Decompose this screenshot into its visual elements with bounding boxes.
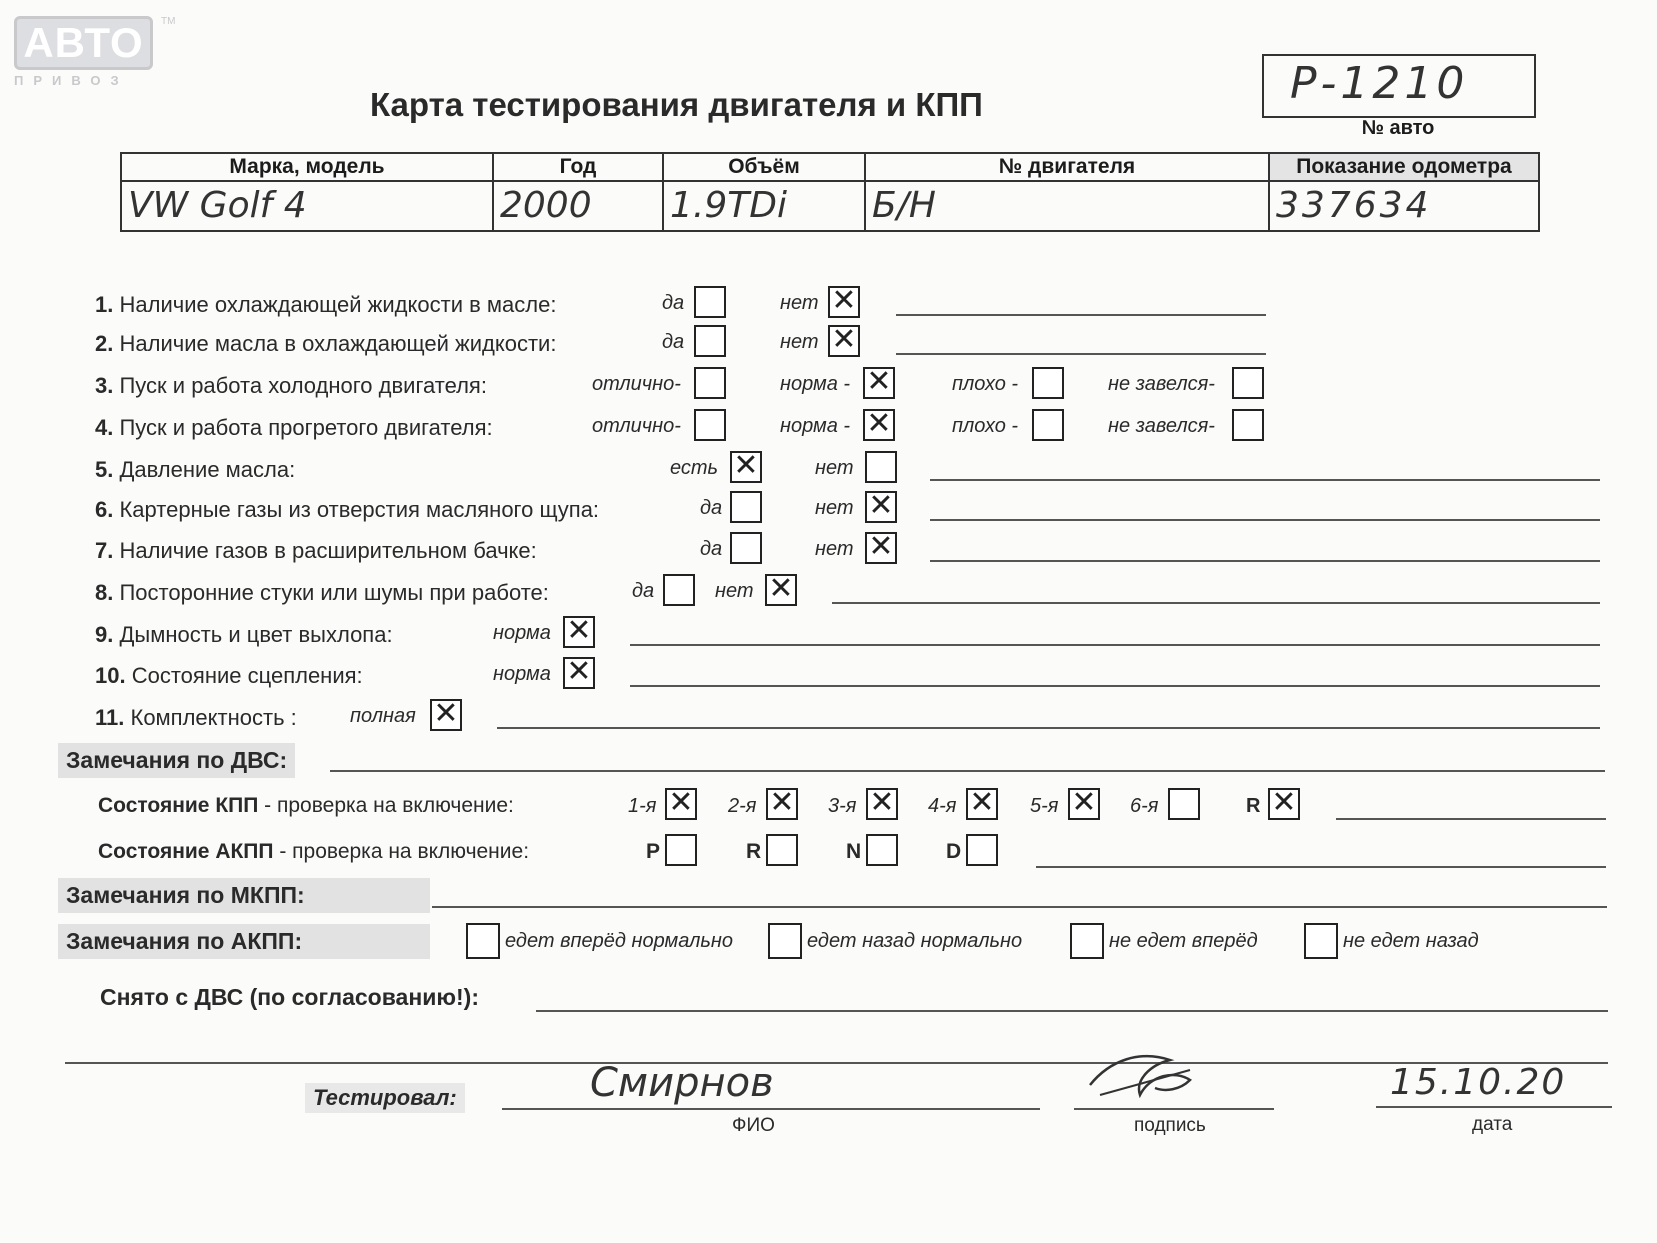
answer-line: [630, 685, 1600, 687]
question-text: Пуск и работа холодного двигателя:: [119, 373, 487, 398]
answer-line: [896, 314, 1266, 316]
auto-number-label: № авто: [1361, 117, 1435, 139]
akpp-label: [98, 840, 529, 864]
checkbox-gear-3[interactable]: ✕: [866, 788, 898, 820]
date-line[interactable]: [1376, 1106, 1612, 1108]
logo-trademark: TM: [161, 16, 176, 27]
checkbox-q8-no[interactable]: ✕: [765, 574, 797, 606]
akpp-option-label: не едет назад: [1343, 930, 1479, 952]
checkbox-gear-2[interactable]: ✕: [766, 788, 798, 820]
checkbox-q4-excellent[interactable]: [694, 409, 726, 441]
option-label: нет: [780, 292, 819, 314]
question-number: 11.: [95, 705, 125, 730]
question-7: [95, 538, 537, 564]
checkbox-q4-normal[interactable]: ✕: [863, 409, 895, 441]
divider-line: [65, 1062, 1608, 1064]
answer-line: [930, 479, 1600, 481]
remarks-mkpp-line[interactable]: [432, 906, 1607, 908]
value-year: 2000: [493, 181, 663, 231]
value-make-model: VW Golf 4: [121, 181, 493, 231]
akpp-option-label: не едет вперёд: [1109, 930, 1258, 952]
vehicle-info-table: [120, 152, 1540, 232]
signature: [1080, 1040, 1210, 1110]
question-number: 3.: [95, 373, 114, 398]
checkbox-gear-r[interactable]: ✕: [1268, 788, 1300, 820]
question-text: Наличие газов в расширительном бачке:: [119, 538, 537, 563]
option-label: не завелся-: [1108, 415, 1215, 437]
checkbox-q4-not-started[interactable]: [1232, 409, 1264, 441]
akpp-label-rest: - проверка на включение:: [273, 840, 530, 863]
akpp-mode-label: P: [646, 840, 661, 863]
question-number: 8.: [95, 580, 114, 605]
checkbox-q11-complete[interactable]: ✕: [430, 699, 462, 731]
checkbox-q3-normal[interactable]: ✕: [863, 367, 895, 399]
checkbox-q1-no[interactable]: ✕: [828, 286, 860, 318]
akpp-option-label: едет назад нормально: [807, 930, 1023, 952]
option-label: есть: [670, 457, 719, 479]
option-label: нет: [780, 331, 819, 353]
remarks-mkpp-label: Замечания по МКПП:: [58, 878, 430, 913]
checkbox-q5-yes[interactable]: ✕: [730, 451, 762, 483]
checkbox-no-forward[interactable]: [1070, 923, 1104, 959]
question-number: 2.: [95, 331, 114, 356]
option-label: нет: [815, 538, 854, 560]
page-title: Карта тестирования двигателя и КПП: [370, 86, 983, 123]
answer-line: [497, 727, 1600, 729]
akpp-line: [1036, 866, 1606, 868]
checkbox-q6-yes[interactable]: [730, 491, 762, 523]
option-label: да: [700, 497, 723, 519]
date-value: 15.10.20: [1390, 1062, 1567, 1103]
removed-line[interactable]: [536, 1010, 1608, 1012]
question-number: 9.: [95, 622, 114, 647]
checkbox-q3-not-started[interactable]: [1232, 367, 1264, 399]
answer-line: [930, 519, 1600, 521]
remarks-engine-label: Замечания по ДВС:: [58, 743, 295, 778]
col-odometer: Показание одометра: [1269, 153, 1539, 181]
option-label: полная: [350, 705, 416, 727]
question-number: 7.: [95, 538, 114, 563]
gear-label: 6-я: [1130, 795, 1159, 817]
option-label: отлично-: [592, 373, 681, 395]
option-label: нет: [815, 497, 854, 519]
gear-label: R: [1246, 795, 1261, 817]
question-text: Посторонние стуки или шумы при работе:: [119, 580, 549, 605]
logo-text: АВТО: [14, 16, 153, 70]
akpp-option-label: едет вперёд нормально: [505, 930, 734, 952]
checkbox-q1-yes[interactable]: [694, 286, 726, 318]
option-label: плохо -: [952, 415, 1019, 437]
kpp-label-bold: Состояние КПП: [98, 794, 259, 817]
gear-label: 1-я: [628, 795, 657, 817]
option-label: да: [632, 580, 655, 602]
gear-label: 5-я: [1030, 795, 1059, 817]
akpp-label-bold: Состояние АКПП: [98, 840, 274, 863]
col-make-model: Марка, модель: [121, 153, 493, 181]
checkbox-no-reverse[interactable]: [1304, 923, 1338, 959]
answer-line: [930, 560, 1600, 562]
question-number: 5.: [95, 457, 114, 482]
answer-line: [896, 353, 1266, 355]
checkbox-q3-excellent[interactable]: [694, 367, 726, 399]
option-label: норма -: [780, 415, 851, 437]
checkbox-q8-yes[interactable]: [663, 574, 695, 606]
value-volume: 1.9TDi: [663, 181, 865, 231]
option-label: да: [700, 538, 723, 560]
value-engine-number: Б/Н: [865, 181, 1269, 231]
question-1: [95, 292, 556, 318]
option-label: нет: [815, 457, 854, 479]
answer-line: [832, 602, 1600, 604]
logo-subtext: ПРИВОЗ: [14, 73, 129, 88]
remarks-engine-line[interactable]: [330, 770, 1605, 772]
checkbox-q7-yes[interactable]: [730, 532, 762, 564]
gear-label: 4-я: [928, 795, 957, 817]
gear-label: 2-я: [728, 795, 757, 817]
option-label: нет: [715, 580, 754, 602]
checkbox-q3-bad[interactable]: [1032, 367, 1064, 399]
signature-line[interactable]: [1074, 1108, 1274, 1110]
checkbox-akpp-n[interactable]: [866, 834, 898, 866]
option-label: норма: [493, 663, 551, 685]
option-label: плохо -: [952, 373, 1019, 395]
checkbox-gear-4[interactable]: ✕: [966, 788, 998, 820]
question-number: 6.: [95, 497, 114, 522]
tested-label: Тестировал:: [305, 1083, 465, 1113]
question-text: Дымность и цвет выхлопа:: [119, 622, 393, 647]
question-10: [95, 663, 363, 689]
option-label: норма -: [780, 373, 851, 395]
checkbox-q6-no[interactable]: ✕: [865, 491, 897, 523]
option-label: отлично-: [592, 415, 681, 437]
logo: [14, 16, 176, 88]
question-11: [95, 705, 297, 731]
remarks-akpp-label: Замечания по АКПП:: [58, 924, 430, 959]
col-year: Год: [493, 153, 663, 181]
fio-value: Смирнов: [590, 1060, 774, 1106]
akpp-mode-label: R: [746, 840, 762, 863]
checkbox-akpp-d[interactable]: [966, 834, 998, 866]
option-label: да: [662, 292, 685, 314]
kpp-label: [98, 794, 514, 818]
checkbox-q10-normal[interactable]: ✕: [563, 657, 595, 689]
question-6: [95, 497, 599, 523]
checkbox-q7-no[interactable]: ✕: [865, 532, 897, 564]
option-label: да: [662, 331, 685, 353]
checkbox-gear-5[interactable]: ✕: [1068, 788, 1100, 820]
checkbox-q2-yes[interactable]: [694, 325, 726, 357]
option-label: не завелся-: [1108, 373, 1215, 395]
checkbox-q2-no[interactable]: ✕: [828, 325, 860, 357]
question-8: [95, 580, 549, 606]
fio-label: ФИО: [732, 1115, 775, 1136]
checkbox-q9-normal[interactable]: ✕: [563, 616, 595, 648]
auto-number-value: Р-1210: [1290, 58, 1469, 109]
question-text: Комплектность :: [130, 705, 297, 730]
question-5: [95, 457, 295, 483]
question-9: [95, 622, 393, 648]
question-text: Пуск и работа прогретого двигателя:: [119, 415, 493, 440]
question-4: [95, 415, 493, 441]
col-volume: Объём: [663, 153, 865, 181]
question-text: Картерные газы из отверстия масляного щупа:: [119, 497, 600, 522]
col-engine-number: № двигателя: [865, 153, 1269, 181]
checkbox-forward-normal[interactable]: [466, 923, 500, 959]
akpp-mode-label: N: [846, 840, 862, 863]
question-text: Состояние сцепления:: [131, 663, 363, 688]
signature-label: подпись: [1134, 1115, 1206, 1136]
fio-line[interactable]: [502, 1108, 1040, 1110]
kpp-line: [1336, 818, 1606, 820]
value-odometer: 337634: [1269, 181, 1539, 231]
kpp-label-rest: - проверка на включение:: [258, 794, 514, 817]
checkbox-gear-6[interactable]: [1168, 788, 1200, 820]
question-number: 10.: [95, 663, 126, 688]
answer-line: [630, 644, 1600, 646]
date-label: дата: [1472, 1114, 1513, 1135]
question-text: Наличие охлаждающей жидкости в масле:: [119, 292, 557, 317]
checkbox-reverse-normal[interactable]: [768, 923, 802, 959]
removed-label: Снято с ДВС (по согласованию!):: [100, 984, 479, 1010]
gear-label: 3-я: [828, 795, 857, 817]
question-number: 4.: [95, 415, 114, 440]
question-text: Давление масла:: [119, 457, 296, 482]
checkbox-q4-bad[interactable]: [1032, 409, 1064, 441]
question-number: 1.: [95, 292, 114, 317]
checkbox-akpp-r[interactable]: [766, 834, 798, 866]
checkbox-q5-no[interactable]: [865, 451, 897, 483]
checkbox-gear-1[interactable]: ✕: [665, 788, 697, 820]
option-label: норма: [493, 622, 551, 644]
question-text: Наличие масла в охлаждающей жидкости:: [119, 331, 557, 356]
akpp-mode-label: D: [946, 840, 962, 863]
question-3: [95, 373, 487, 399]
question-2: [95, 331, 556, 357]
checkbox-akpp-p[interactable]: [665, 834, 697, 866]
